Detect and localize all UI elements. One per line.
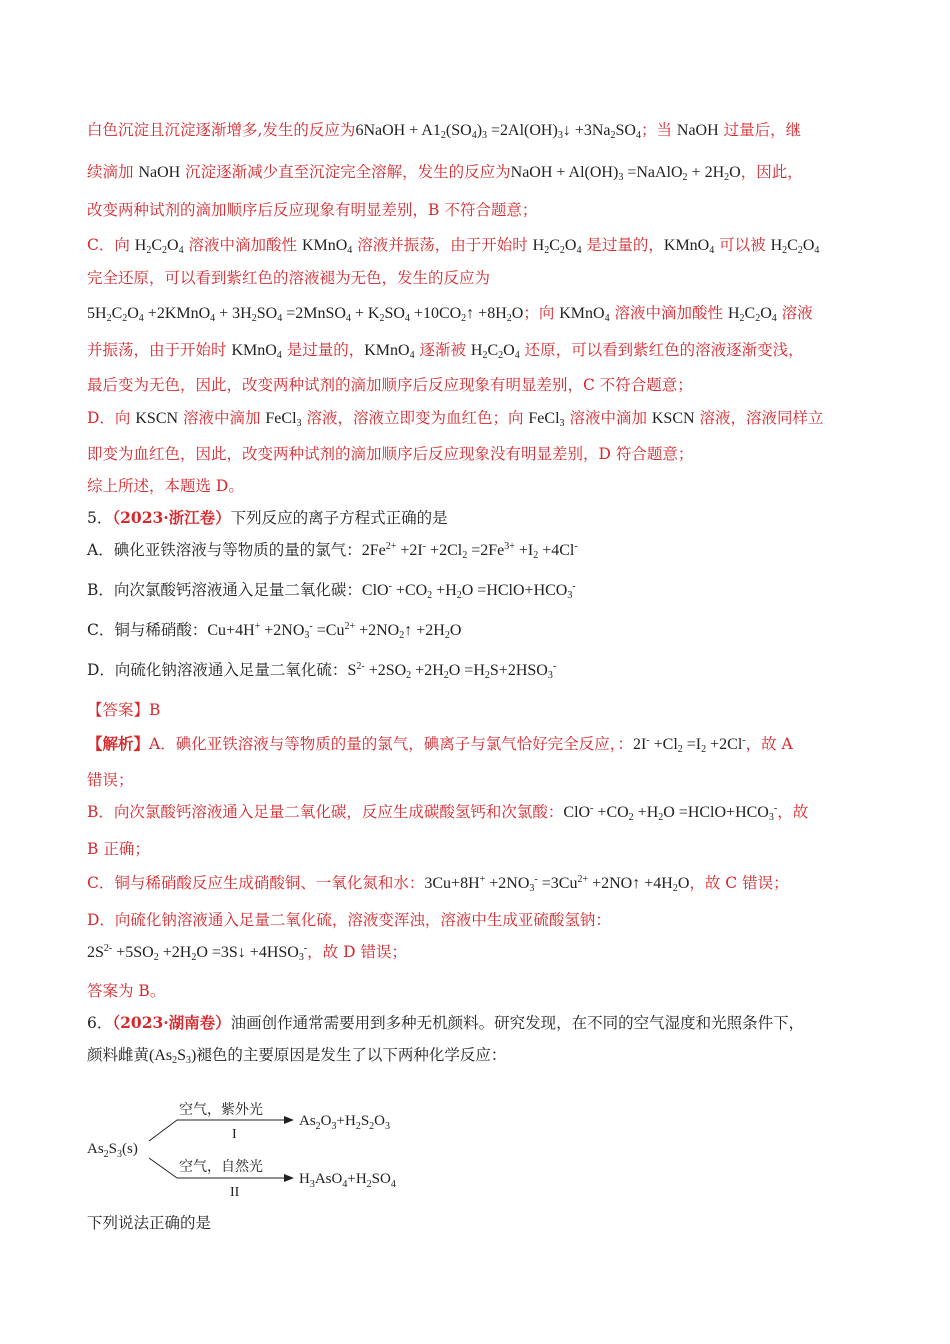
formula-fragment: KSCN [651,410,695,427]
text-fragment: 溶液并振荡，由于开始时 [352,236,533,254]
superscript: 2- [356,661,365,672]
superscript: - [773,803,778,814]
text-fragment: 褪色的主要原因是发生了以下两种化学反应： [196,1046,507,1064]
formula-fragment: O [729,164,741,181]
formula-fragment: H [134,237,147,254]
option-b [87,578,576,601]
formula-fragment: NaOH [676,122,719,139]
formula-fragment [504,542,515,559]
text-fragment: 并振荡，由于开始时 [87,341,232,359]
formula-fragment: +I [514,542,534,559]
text-line [87,406,824,429]
subscript: 2 [162,245,168,256]
text-fragment: 过量后，继 [718,121,802,139]
text-line [87,940,407,963]
subscript: 2 [797,245,803,256]
text-fragment: 下列说法正确的是 [87,1214,212,1232]
formula-fragment: KMnO [559,305,605,322]
text-line [87,1043,506,1066]
text-line [87,373,693,395]
analysis-line [87,732,793,755]
text-line [87,908,611,930]
formula-fragment: C [151,237,163,254]
text-line [87,871,789,894]
formula-fragment: +5SO [112,944,154,961]
formula-fragment: O [167,237,179,254]
formula-fragment: H [532,237,545,254]
formula-fragment: S+2HSO [489,662,548,679]
superscript: - [646,735,650,746]
text-fragment: 白色沉淀且沉淀逐渐增多,发生的反应为 [87,121,356,139]
arrowhead-top [284,1116,294,1124]
subscript: 3 [547,670,553,681]
formula-fragment: ClO [361,582,389,599]
formula-fragment: =2Al(OH) [487,122,558,139]
formula-fragment: O =H [448,662,485,679]
superscript: - [552,661,557,672]
text-fragment: A．碘化亚铁溶液与等物质的量的氯气： [87,541,362,559]
scheme-bottom-condition: 空气，自然光 [179,1160,263,1175]
formula-fragment: H [470,342,483,359]
text-fragment: ；当 [640,121,677,139]
text-line [87,198,537,220]
formula-fragment: ClO [563,804,591,821]
superscript: - [572,581,576,592]
formula-fragment: ↓ +3Na [562,122,611,139]
formula-fragment: =3Cu [537,875,578,892]
text-fragment: 是过量的， [281,341,365,359]
subscript: 2 [440,130,446,141]
subscript: 4 [814,245,820,256]
subscript: 2 [755,313,761,324]
formula-fragment: C [549,237,560,254]
formula-fragment: O [127,305,139,322]
scheme-reactant: $As_2S_3(s)$ [87,1141,138,1160]
subscript: 4 [345,313,351,324]
question-6-stem [87,1011,804,1033]
subscript: 4 [276,350,282,361]
subscript: 3 [298,952,304,963]
superscript: 2+ [577,874,589,885]
subscript: 4 [404,313,410,324]
formula-fragment: FeCl [528,410,560,427]
text-fragment: 5． [87,509,113,527]
formula-fragment: +CO [391,582,428,599]
formula-fragment: +2SO [364,662,407,679]
text-fragment: D．向硫化钠溶液通入足量二氧化硫，溶液变浑浊，溶液中生成亚硫酸氢钠： [87,911,611,929]
text-fragment: ，故 [777,803,809,821]
text-fragment: 还原，可以看到紫红色的溶液逐渐变浅， [519,341,804,359]
subscript: 2 [462,550,468,561]
subscript: 2 [406,670,412,681]
superscript: 3+ [504,541,515,552]
formula-fragment: +4Cl [538,542,575,559]
text-fragment: 溶液中滴加酸性 [609,304,728,322]
formula-fragment: +2NO↑ +4H [588,875,673,892]
formula-fragment [572,582,575,599]
subscript: 4 [138,313,144,324]
formula-fragment [814,237,819,254]
text-fragment: B．向次氯酸钙溶液通入足量二氧化碳： [87,581,362,599]
text-fragment: 溶液 [776,304,813,322]
text-fragment: 改变两种试剂的滴加顺序后反应现象有明显差别，B 不符合题意； [87,201,538,219]
superscript: - [309,621,313,632]
subscript: 3 [559,418,565,429]
formula-fragment: H [770,237,783,254]
text-fragment: 下列反应的离子方程式正确的是 [230,509,448,527]
formula-fragment: + 2H [687,164,725,181]
subscript: 3 [482,130,488,141]
text-fragment: ；向 [523,304,560,322]
subscript: 2 [782,245,788,256]
formula-fragment: O [511,305,524,322]
formula-fragment: 6NaOH + A1 [355,122,441,139]
subscript: 2 [191,952,197,963]
text-fragment: 续滴加 [87,163,139,181]
formula-fragment: +Cl [649,736,678,753]
formula-fragment: C [111,305,123,322]
formula-fragment: (As [149,1047,173,1064]
formula-fragment: +10CO [409,305,462,322]
text-fragment: 颜料雌黄 [87,1046,150,1064]
formula-fragment: 2I [632,736,647,753]
formula-fragment: O [564,237,577,254]
formula-fragment: +H [432,582,457,599]
text-line [87,979,165,1001]
formula-fragment: =NaAlO [623,164,683,181]
superscript: - [574,541,578,552]
subscript: 3 [618,172,624,183]
text-line [87,474,244,496]
formula-fragment: O [677,875,690,892]
subscript: 3 [529,883,535,894]
text-line [87,837,150,859]
subscript: 2 [672,883,678,894]
formula-fragment: 2S [87,944,104,961]
formula-fragment: + K [350,305,380,322]
scheme-branch-down [149,1158,177,1178]
text-fragment: 沉淀逐渐减少直至沉淀完全溶解，发生的反应为 [180,163,511,181]
formula-fragment: O =3S↓ +4HSO [196,944,299,961]
subscript: 2 [498,350,504,361]
text-fragment: ，故 A [745,735,793,753]
superscript: + [479,874,486,885]
formula-fragment: =Cu [312,622,345,639]
formula-fragment [574,542,577,559]
scheme-top-product: $As_2O_3+H_2S_2O_3$ [299,1113,390,1132]
text-fragment: 油画创作通常需要用到多种无机颜料。研究发现，在不同的空气湿度和光照条件下， [230,1014,805,1032]
text-fragment: 答案为 B。 [87,982,166,1000]
formula-fragment: C [487,342,499,359]
text-line [87,160,803,183]
formula-fragment [356,662,364,679]
superscript: - [388,581,392,592]
superscript: 2+ [385,541,397,552]
text-fragment: D．向 [87,409,136,427]
text-line [87,442,693,464]
subscript: 3 [304,630,310,641]
subscript: 3 [557,130,563,141]
text-fragment: ，故 D 错误； [307,943,407,961]
formula-fragment: +H [633,804,659,821]
subscript: 4 [604,313,610,324]
text-fragment: 最后变为无色，因此，改变两种试剂的滴加顺序后反应现象有明显差别，C 不符合题意； [87,376,693,394]
text-fragment: C．铜与稀硝酸反应生成硝酸铜、一氧化氮和水： [87,874,425,892]
formula-fragment: O [760,305,772,322]
subscript: 4 [635,130,641,141]
subscript: 4 [576,245,582,256]
text-fragment: 是过量的， [581,236,664,254]
superscript: + [254,621,261,632]
text-fragment: 【解析】 [87,734,150,753]
formula-fragment: FeCl [265,410,297,427]
subscript: 4 [178,245,184,256]
text-fragment: 溶液中滴加 [178,409,266,427]
subscript: 2 [739,313,745,324]
formula-fragment [577,875,588,892]
option-d [87,658,556,681]
formula-fragment: S [347,662,357,679]
formula-fragment: ) [476,122,483,139]
subscript: 4 [409,350,415,361]
formula-fragment: +2H [158,944,192,961]
reaction-scheme [87,1098,487,1208]
text-fragment: ，因此， [740,163,803,181]
formula-fragment: KSCN [135,410,179,427]
subscript: 4 [277,313,283,324]
formula-fragment [553,662,556,679]
text-fragment: 【答案】B [87,701,161,719]
formula-fragment: NaOH [138,164,181,181]
text-line [87,338,804,361]
subscript: 2 [427,590,433,601]
subscript: 2 [482,350,488,361]
formula-fragment: C [744,305,756,322]
formula-fragment: KMnO [231,342,277,359]
text-fragment: 溶液，溶液同样立 [694,409,824,427]
formula-fragment: +2Cl [426,542,463,559]
text-line [87,233,819,256]
scheme-branch-up [149,1120,177,1141]
subscript: 2 [682,172,688,183]
formula-fragment: +CO [593,804,629,821]
subscript: 2 [122,313,128,324]
text-fragment: B 正确； [87,840,150,858]
formula-fragment [344,622,355,639]
text-fragment: 逐渐被 [414,341,471,359]
formula-fragment: SO [615,122,636,139]
option-c [87,618,461,641]
subscript: 2 [456,590,462,601]
subscript: 2 [701,744,707,755]
formula-fragment: +2I [396,542,423,559]
formula-fragment: 5H [87,305,107,322]
formula-fragment: 2Fe [361,542,386,559]
formula-fragment: +2KMnO [143,305,211,322]
subscript: 2 [658,812,664,823]
formula-fragment: O [802,237,815,254]
formula-fragment: Cu+4H [207,622,255,639]
subscript: 2 [677,744,683,755]
text-fragment: 溶液中滴加 [564,409,652,427]
subscript: 3 [567,590,573,601]
formula-fragment: C [787,237,798,254]
text-fragment: C．铜与稀硝酸： [87,621,208,639]
superscript: - [590,803,594,814]
subscript: 2 [172,1055,178,1066]
text-fragment: （2023·浙江卷） [112,508,231,527]
subscript: 2 [443,670,449,681]
formula-fragment [104,944,112,961]
formula-fragment: O [449,622,462,639]
formula-fragment: H [727,305,740,322]
subscript: 2 [724,172,730,183]
text-line [87,1211,211,1233]
formula-fragment [386,542,397,559]
formula-fragment: KMnO [663,237,710,254]
text-line [87,800,808,823]
text-fragment: A．碘化亚铁溶液与等物质的量的氯气，碘离子与氯气恰好完全反应，： [149,735,633,753]
text-fragment: 可以被 [714,236,771,254]
formula-fragment: SO [256,305,278,322]
superscript: - [422,541,427,552]
formula-fragment: S [177,1047,187,1064]
formula-fragment: O [503,342,515,359]
subscript: 3 [296,418,302,429]
formula-fragment: +2NO [485,875,530,892]
subscript: 2 [153,952,159,963]
subscript: 4 [771,313,777,324]
subscript: 4 [709,245,715,256]
text-fragment: C．向 [87,236,135,254]
subscript: 2 [533,550,539,561]
superscript: - [742,735,746,746]
subscript: 3 [768,812,774,823]
text-line [87,301,813,324]
text-fragment: D．向硫化钠溶液通入足量二氧化硫： [87,661,348,679]
formula-fragment: SO [384,305,405,322]
formula-fragment: +2NO [355,622,400,639]
superscript: - [534,874,538,885]
question-5-stem [87,506,448,528]
formula-fragment: O =HClO+HCO [461,582,568,599]
formula-fragment: 3Cu+8H [424,875,480,892]
text-fragment: ，故 C 错误； [689,874,789,892]
formula-fragment: (SO [445,122,472,139]
answer-line [87,698,160,720]
text-line [87,118,801,141]
formula-fragment: KMnO [364,342,410,359]
subscript: 2 [379,313,385,324]
subscript: 4 [347,245,353,256]
formula-fragment: =2Fe [467,542,505,559]
text-fragment: 溶液中滴加酸性 [183,236,302,254]
subscript: 2 [146,245,152,256]
subscript: 2 [610,130,616,141]
formula-fragment: NaOH + Al(OH) [510,164,619,181]
text-fragment: 错误； [87,771,134,789]
subscript: 2 [106,313,112,324]
text-fragment: （2023·湖南卷） [112,1013,231,1032]
option-a [87,538,578,561]
scheme-top-label: I [232,1127,237,1142]
superscript: 2- [103,943,113,954]
subscript: 4 [471,130,477,141]
scheme-bottom-product: $H_3AsO_4+H_2SO_4$ [299,1171,396,1190]
formula-fragment: =I [682,736,702,753]
subscript: 2 [506,313,512,324]
subscript: 2 [461,313,467,324]
superscript: 2+ [344,621,356,632]
text-fragment: B．向次氯酸钙溶液通入足量二氧化碳，反应生成碳酸氢钙和次氯酸： [87,803,564,821]
subscript: 2 [559,245,565,256]
subscript: 3 [186,1055,192,1066]
formula-fragment: ) [191,1047,197,1064]
formula-fragment: KMnO [301,237,348,254]
subscript: 2 [544,245,550,256]
superscript: - [303,943,308,954]
arrowhead-bottom [284,1174,294,1182]
scheme-bottom-label: II [230,1185,240,1200]
text-line [87,266,490,288]
subscript: 2 [399,630,405,641]
formula-fragment: +2NO [260,622,305,639]
text-fragment: 6． [87,1014,113,1032]
formula-fragment: ↑ +2H [404,622,445,639]
text-line [87,768,134,790]
subscript: 4 [514,350,520,361]
text-fragment: 溶液，溶液立即变为血红色；向 [301,409,529,427]
scheme-top-condition: 空气，紫外光 [179,1103,263,1118]
formula-fragment: ↑ +8H [466,305,507,322]
formula-fragment: +2Cl [706,736,743,753]
subscript: 4 [210,313,216,324]
subscript: 2 [628,812,634,823]
formula-fragment: + 3H [215,305,252,322]
formula-fragment: O =HClO+HCO [663,804,769,821]
subscript: 2 [251,313,257,324]
subscript: 2 [444,630,450,641]
text-fragment: 综上所述，本题选 D。 [87,477,244,495]
subscript: 2 [484,670,490,681]
formula-fragment: =2MnSO [282,305,346,322]
formula-fragment: +2H [411,662,444,679]
text-fragment: 即变为血红色，因此，改变两种试剂的滴加顺序后反应现象没有明显差别，D 符合题意； [87,445,694,463]
text-fragment: 完全还原，可以看到紫红色的溶液褪为无色，发生的反应为 [87,269,491,287]
